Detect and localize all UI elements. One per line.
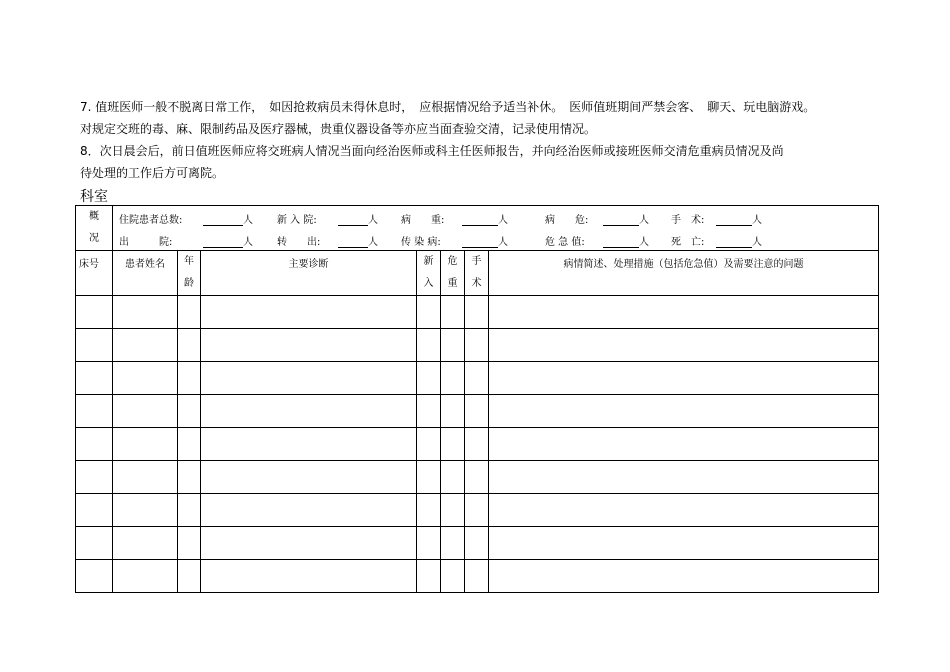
new-admissions-label: 新 入 院: [277,215,317,226]
table-row [76,362,879,395]
table-header-row [76,251,879,296]
table-row [76,461,879,494]
table-row [76,560,879,593]
overview-stats-row-1 [113,206,878,228]
total-inpatients-value[interactable]: 人 [203,211,253,226]
critical-value-label: 危 急 值: [545,237,585,248]
deaths-value[interactable]: 人 [716,233,762,248]
column-header-notes: 病情简述、处理措施（包括危急值）及需要注意的问题 [489,251,879,296]
new-admissions-value[interactable]: 人 [338,211,378,226]
overview-stats-row-2 [113,228,878,250]
column-header-surgery: 手 术 [465,251,489,296]
critically-ill-label: 病 危: [545,215,589,226]
total-inpatients-label: 住院患者总数: [119,215,183,226]
infectious-disease-value[interactable]: 人 [462,233,508,248]
seriously-ill-value[interactable]: 人 [462,211,508,226]
handover-table [75,205,879,593]
rule-7-line-2: 对规定交班的毒、麻、限制药品及医疗器械，贵重仪器设备等亦应当面查验交清，记录使用情况。 [80,122,597,136]
transferred-out-label: 转 出: [277,237,321,248]
column-header-critical: 危 重 [441,251,465,296]
department-field [80,186,204,206]
rule-8-line-2: 待处理的工作后方可离院。 [80,166,225,180]
critically-ill-value[interactable]: 人 [603,211,649,226]
column-header-age: 年 龄 [178,251,201,296]
discharged-value[interactable]: 人 [203,233,253,248]
table-row [76,494,879,527]
infectious-disease-label: 传 染 病: [401,237,441,248]
transferred-out-value[interactable]: 人 [338,233,378,248]
department-label: 科室 [80,189,108,205]
column-header-new-admission: 新 入 [417,251,441,296]
deaths-label: 死 亡: [671,237,705,248]
overview-stats [113,206,879,251]
rule-7-line-1: 7. 值班医师一般不脱离日常工作， 如因抢救病员未得休息时， 应根据情况给予适当补休。 医师值班期间严禁会客、 聊天、玩电脑游戏。 [80,100,816,114]
overview-label: 概 况 [76,206,113,251]
discharged-label: 出 院: [119,237,173,248]
critical-value-value[interactable]: 人 [603,233,649,248]
table-row [76,395,879,428]
overview-row [76,206,879,251]
column-header-bed: 床号 [76,251,113,296]
surgery-label: 手 术: [671,215,705,226]
table-row [76,428,879,461]
table-row [76,527,879,560]
department-blank[interactable] [124,191,204,206]
table-row [76,296,879,329]
seriously-ill-label: 病 重: [401,215,445,226]
column-header-name: 患者姓名 [113,251,178,296]
column-header-diagnosis: 主要诊断 [201,251,417,296]
surgery-value[interactable]: 人 [716,211,762,226]
table-row [76,329,879,362]
rule-8-line-1: 8．次日晨会后，前日值班医师应将交班病人情况当面向经治医师或科主任医师报告，并向经治医师或接班医师交清危重病员情况及尚 [80,144,784,158]
